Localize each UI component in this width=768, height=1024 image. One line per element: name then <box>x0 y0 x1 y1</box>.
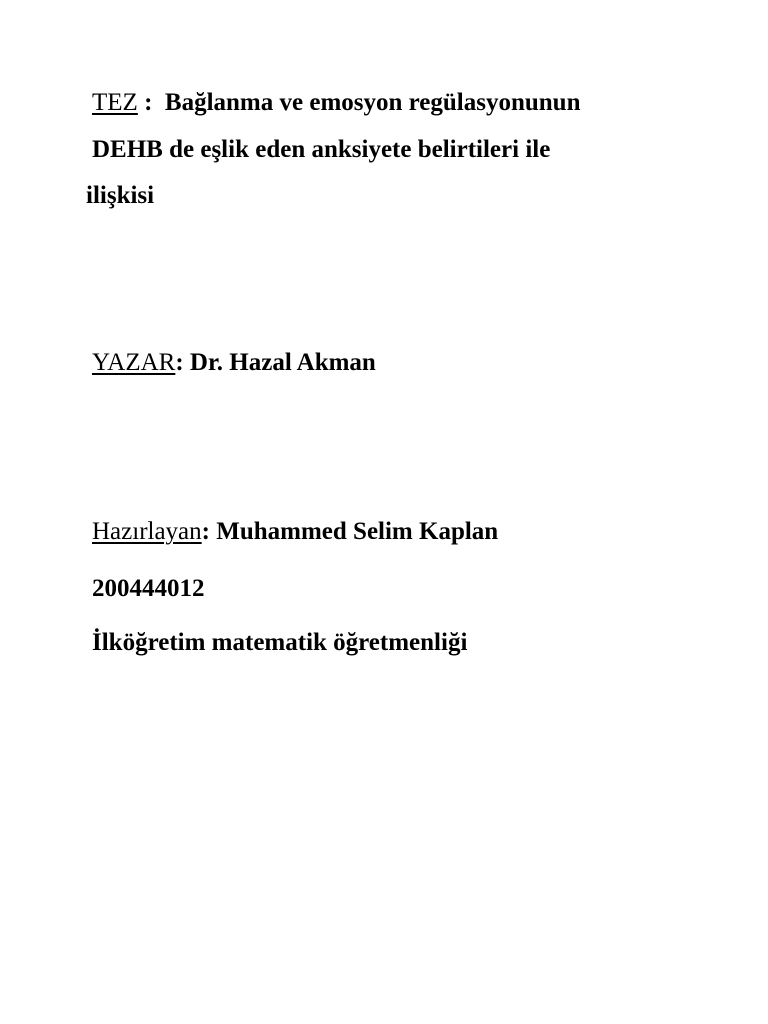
author-label: YAZAR <box>92 349 176 376</box>
thesis-title-part-2: DEHB de eşlik eden anksiyete belirtileri ile <box>92 136 551 163</box>
author-separator: : <box>175 349 190 376</box>
student-number-value: 200444012 <box>92 575 205 602</box>
thesis-title-part-1: Bağlanma ve emosyon regülasyonunun <box>164 89 581 116</box>
department-line <box>92 628 467 658</box>
thesis-title-line-2 <box>92 135 550 165</box>
thesis-title-part-3: ilişkisi <box>86 182 155 209</box>
preparer-line <box>92 517 498 547</box>
author-name: Dr. Hazal Akman <box>189 349 376 376</box>
author-line <box>92 348 376 378</box>
thesis-title-line-1 <box>92 88 581 118</box>
thesis-separator: : <box>137 89 165 116</box>
preparer-name: Muhammed Selim Kaplan <box>216 518 499 545</box>
preparer-separator: : <box>201 518 217 545</box>
thesis-label: TEZ <box>92 89 138 116</box>
preparer-label: Hazırlayan <box>92 518 202 545</box>
student-number <box>92 574 205 604</box>
department-name: İlköğretim matematik öğretmenliği <box>92 629 468 656</box>
thesis-title-line-3 <box>86 181 154 211</box>
